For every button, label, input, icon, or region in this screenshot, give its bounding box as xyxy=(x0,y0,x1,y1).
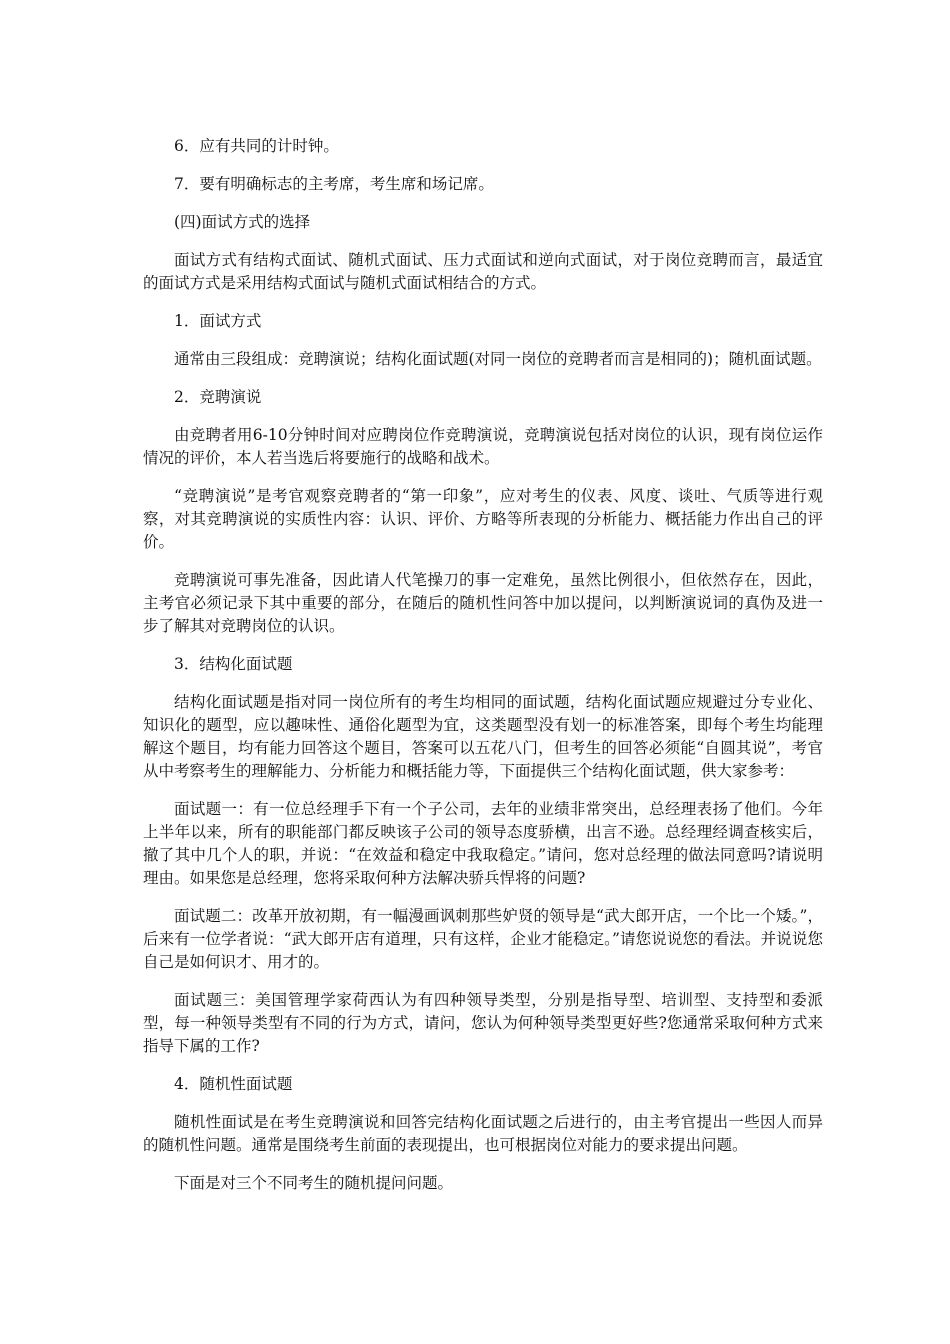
paragraph-interview-types: 面试方式有结构式面试、随机式面试、压力式面试和逆向式面试，对于岗位竞聘而言，最适宜的面试方式是采用结构式面试与随机式面试相结合的方式。 xyxy=(143,251,823,292)
paragraph-question-one: 面试题一：有一位总经理手下有一个子公司，去年的业绩非常突出，总经理表扬了他们。今年上半年以来，所有的职能部门都反映该子公司的领导态度骄横，出言不逊。总经理经调查核实后，撤了其中几个人的职，并说：“在效益和稳定中我取稳定。”请问，您对总经理的做法同意吗?请说明理由。如果您是总经理，您将采取何种方法解决骄兵悍将的问题? xyxy=(143,800,823,887)
document-body xyxy=(143,135,823,1210)
list-item-seating: 7．要有明确标志的主考席，考生席和场记席。 xyxy=(174,175,494,193)
paragraph-three-stages: 通常由三段组成：竞聘演说；结构化面试题(对同一岗位的竞聘者而言是相同的)；随机面试题。 xyxy=(174,350,822,368)
paragraph-question-three: 面试题三：美国管理学家荷西认为有四种领导类型，分别是指导型、培训型、支持型和委派型，每一种领导类型有不同的行为方式，请问，您认为何种领导类型更好些?您通常采取何种方式来指导下属的工作? xyxy=(143,991,823,1055)
subheading-random-questions: 4．随机性面试题 xyxy=(174,1075,293,1093)
paragraph-random-intro: 下面是对三个不同考生的随机提问问题。 xyxy=(174,1174,454,1192)
paragraph-question-two: 面试题二：改革开放初期，有一幅漫画讽刺那些妒贤的领导是“武大郎开店，一个比一个矮。”，后来有一位学者说：“武大郎开店有道理，只有这样，企业才能稳定。”请您说说您的看法。并说说您自己是如何识才、用才的。 xyxy=(143,907,823,971)
paragraph-speech-preparation: 竞聘演说可事先准备，因此请人代笔操刀的事一定难免，虽然比例很小，但依然存在，因此，主考官必须记录下其中重要的部分，在随后的随机性问答中加以提问，以判断演说词的真伪及进一步了解其对竞聘岗位的认识。 xyxy=(143,571,823,635)
section-heading-interview-method: (四)面试方式的选择 xyxy=(174,213,311,231)
list-item-clock: 6．应有共同的计时钟。 xyxy=(174,137,339,155)
paragraph-speech-duration: 由竞聘者用6-10分钟时间对应聘岗位作竞聘演说，竞聘演说包括对岗位的认识，现有岗位运作情况的评价，本人若当选后将要施行的战略和战术。 xyxy=(143,426,823,467)
paragraph-random-definition: 随机性面试是在考生竞聘演说和回答完结构化面试题之后进行的，由主考官提出一些因人而异的随机性问题。通常是围绕考生前面的表现提出，也可根据岗位对能力的要求提出问题。 xyxy=(143,1113,823,1154)
paragraph-structured-definition: 结构化面试题是指对同一岗位所有的考生均相同的面试题，结构化面试题应规避过分专业化、知识化的题型，应以趣味性、通俗化题型为宜，这类题型没有划一的标准答案，即每个考生均能理解这个题目，均有能力回答这个题目，答案可以五花八门，但考生的回答必须能“自圆其说”，考官从中考察考生的理解能力、分析能力和概括能力等，下面提供三个结构化面试题，供大家参考： xyxy=(143,693,823,780)
subheading-interview-format: 1．面试方式 xyxy=(174,312,262,330)
subheading-structured-questions: 3．结构化面试题 xyxy=(174,655,293,673)
paragraph-first-impression: “竞聘演说”是考官观察竞聘者的“第一印象”，应对考生的仪表、风度、谈吐、气质等进行观察，对其竞聘演说的实质性内容：认识、评价、方略等所表现的分析能力、概括能力作出自己的评价。 xyxy=(143,487,823,551)
subheading-campaign-speech: 2．竞聘演说 xyxy=(174,388,262,406)
